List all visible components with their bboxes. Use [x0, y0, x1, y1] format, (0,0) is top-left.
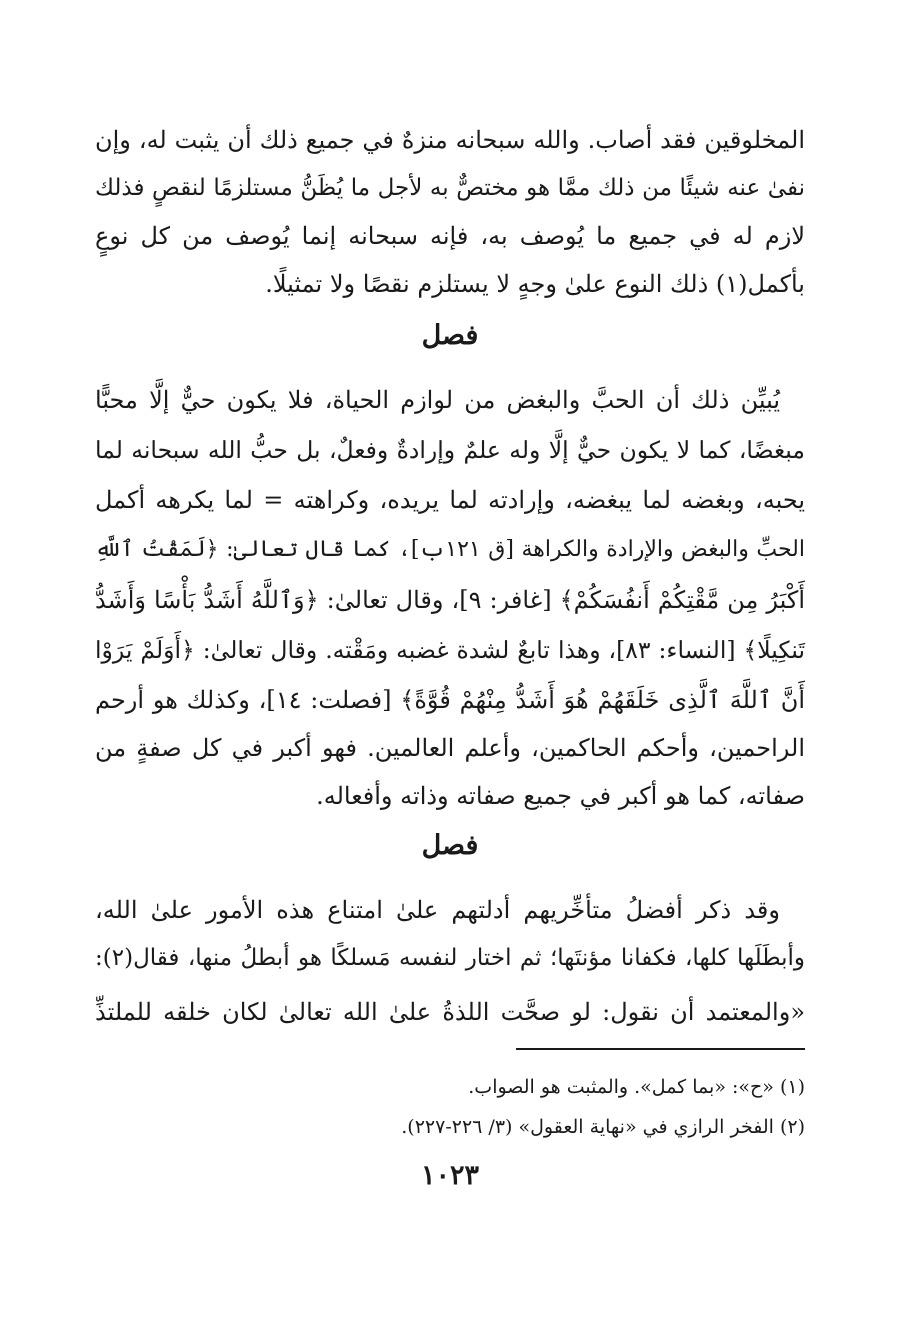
text-line: وقد ذكر أفضلُ متأخِّريهم أدلتهم علىٰ امتناع هذه الأمور علىٰ الله،	[95, 896, 780, 924]
text-line: بأكمل(١) ذلك النوع علىٰ وجهٍ لا يستلزم نقصًا ولا تمثيلًا.	[265, 270, 805, 298]
text-line: الراحمين، وأحكم الحاكمين، وأعلم العالمين. فهو أكبر في كل صفةٍ من	[95, 734, 805, 762]
text-line: أَكْبَرُ مِن مَّقْتِكُمْ أَنفُسَكُمْ﴾ [غافر: ٩]، وقال تعالىٰ: ﴿وَٱللَّهُ أَشَدُّ بَأْسًا وَأَشَدُّ	[95, 586, 806, 614]
text-line: يحبه، وبغضه لما يبغضه، وإرادته لما يريده، وكراهته = لما يكرهه أكمل	[95, 486, 805, 514]
section-heading: فصل	[421, 320, 479, 351]
text-line: صفاته، كما هو أكبر في جميع صفاته وذاته وأفعاله.	[316, 782, 805, 810]
text-line: نفىٰ عنه شيئًا من ذلك ممَّا هو مختصٌّ به لأجل ما يُظَنُّ مستلزمًا لنقصٍ فذلك	[95, 175, 805, 201]
page-number: ١٠٢٣	[420, 1160, 479, 1191]
text-line: تَنكِيلًا﴾ [النساء: ٨٣]، وهذا تابعٌ لشدة غضبه ومَقْته. وقال تعالىٰ: ﴿أَوَلَمْ يَرَوْا	[95, 636, 805, 664]
footnote-rule	[516, 1048, 805, 1050]
text-line: لازم له في جميع ما يُوصف به، فإنه سبحانه إنما يُوصف من كل نوعٍ	[95, 222, 806, 250]
text-line: مبغضًا، كما لا يكون حيٌّ إلَّا وله علمٌ وإرادةٌ وفعلٌ، بل حبُّ الله سبحانه لما	[95, 436, 805, 464]
text-line: يُبيِّن ذلك أن الحبَّ والبغض من لوازم الحياة، فلا يكون حيٌّ إلَّا محبًّا	[95, 386, 780, 414]
text-line: وأبطَلَها كلها، فكفانا مؤنتَها؛ ثم اختار لنفسه مَسلكًا هو أبطلُ منها، فقال(٢):	[95, 945, 805, 971]
text-line: أَنَّ ٱللَّهَ ٱلَّذِى خَلَقَهُمْ هُوَ أَشَدُّ مِنْهُمْ قُوَّةً﴾ [فصلت: ١٤]، وكذلك هو أرحم	[95, 686, 805, 714]
section-heading: فصل	[421, 830, 479, 861]
footnote: (١) «ح»: «بما كمل». والمثبت هو الصواب.	[468, 1076, 805, 1098]
footnote: (٢) الفخر الرازي في «نهاية العقول» (٣/ ٢٢٦-٢٢٧).	[401, 1116, 805, 1138]
text-line: الحبِّ والبغض والإرادة والكراهة [ق ١٢١ب]، كما قال تعالىٰ: ﴿لَمَقْتُ ٱللَّهِ	[95, 537, 805, 562]
text-line: المخلوقين فقد أصاب. والله سبحانه منزهٌ في جميع ذلك أن يثبت له، وإن	[95, 126, 805, 154]
text-line: «والمعتمد أن نقول: لو صحَّت اللذةُ علىٰ الله تعالىٰ لكان خلقه للملتذِّ	[95, 998, 805, 1026]
